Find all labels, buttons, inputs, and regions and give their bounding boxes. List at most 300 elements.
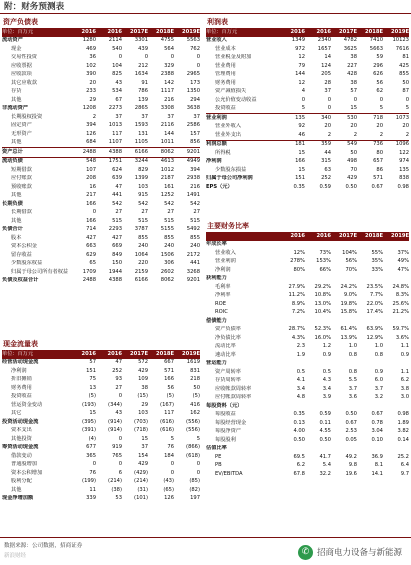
table-row bbox=[2, 367, 200, 376]
cell-value: 66% bbox=[319, 266, 331, 273]
cell-value: 27 bbox=[115, 209, 122, 216]
table-row bbox=[2, 418, 200, 427]
cell-value: 3787 bbox=[134, 226, 148, 233]
year-header: 2017E bbox=[122, 28, 148, 37]
year-header: 2019E bbox=[174, 28, 200, 37]
table-row bbox=[206, 428, 409, 437]
table-row bbox=[2, 260, 200, 269]
row-label: 每股收益 bbox=[215, 411, 236, 418]
cell-value: 59.7% bbox=[392, 326, 409, 333]
table-row bbox=[206, 343, 409, 352]
cell-value: 173 bbox=[190, 79, 200, 86]
cell-value: 28.7% bbox=[288, 326, 305, 333]
row-label: 获利能力 bbox=[206, 275, 227, 282]
cell-value: 8.1 bbox=[374, 462, 383, 469]
cell-value: 43 bbox=[115, 79, 122, 86]
table-row bbox=[2, 105, 200, 114]
row-label: 营业成本 bbox=[215, 45, 236, 52]
cell-value: 365 bbox=[86, 452, 96, 459]
cell-value: 6 bbox=[118, 469, 122, 476]
table-row bbox=[2, 88, 200, 97]
cell-value: 216 bbox=[164, 96, 174, 103]
cell-value: 1619 bbox=[186, 359, 200, 366]
cell-value: 24.2% bbox=[340, 283, 357, 290]
cell-value: 151 bbox=[86, 367, 96, 374]
cell-value: 217 bbox=[86, 192, 96, 199]
row-label: 净利率 bbox=[215, 292, 231, 299]
table-row bbox=[206, 334, 409, 343]
cell-value: 1105 bbox=[134, 139, 148, 146]
cell-value: 20 bbox=[402, 123, 409, 130]
cell-value bbox=[357, 275, 383, 284]
row-label: 投资收益 bbox=[11, 393, 32, 400]
cell-value: 218 bbox=[190, 376, 200, 383]
cell-value bbox=[331, 402, 357, 411]
cell-value: 0 bbox=[118, 461, 122, 468]
table-row bbox=[206, 158, 409, 167]
table-row bbox=[2, 495, 200, 504]
cell-value: 76 bbox=[89, 469, 96, 476]
cell-value: 677 bbox=[86, 444, 96, 451]
table-row bbox=[2, 486, 200, 495]
table-row bbox=[206, 62, 409, 71]
header-rule bbox=[0, 13, 411, 14]
cell-value: 4.00 bbox=[293, 428, 305, 435]
cell-value: 2602 bbox=[160, 268, 174, 275]
cell-value: 37 bbox=[141, 444, 148, 451]
row-label: 负债合计 bbox=[2, 226, 23, 233]
cell-value: (5) bbox=[192, 393, 200, 400]
cell-value: 8062 bbox=[160, 277, 174, 284]
row-label: 每股股利 bbox=[215, 436, 236, 443]
cell-value bbox=[357, 445, 383, 454]
cashflow-grid bbox=[2, 350, 200, 503]
cell-value: 0 bbox=[327, 96, 331, 103]
cell-value: 2488 bbox=[70, 148, 96, 158]
cell-value: 2 bbox=[405, 131, 409, 138]
row-label: 借款变动 bbox=[11, 452, 32, 459]
cell-value: 3.2 bbox=[374, 394, 383, 401]
cell-value: 6166 bbox=[122, 148, 148, 158]
cell-value: 340 bbox=[305, 114, 331, 123]
table-row bbox=[2, 54, 200, 63]
cell-value: (5) bbox=[88, 393, 96, 400]
cell-value: 9.8 bbox=[348, 462, 357, 469]
row-label: 股本 bbox=[11, 234, 22, 241]
cell-value: 3.6 bbox=[348, 394, 357, 401]
cell-value: 629 bbox=[86, 251, 96, 258]
row-label: 营业外收入 bbox=[215, 123, 241, 130]
cell-value: (5) bbox=[166, 393, 174, 400]
cell-value: 47% bbox=[397, 266, 409, 273]
cell-value: 718 bbox=[357, 114, 383, 123]
cell-value: 81 bbox=[402, 54, 409, 61]
cell-value: 498 bbox=[347, 158, 357, 165]
cell-value: 3.9 bbox=[322, 394, 331, 401]
cell-value: 736 bbox=[357, 140, 383, 149]
cell-value: 8062 bbox=[148, 148, 174, 158]
cell-value: 212 bbox=[138, 62, 148, 69]
row-label: 其他 bbox=[11, 192, 22, 199]
cell-value: 25.2 bbox=[397, 453, 409, 460]
cell-value: 4949 bbox=[174, 157, 200, 166]
table-row bbox=[206, 37, 409, 46]
cell-value: 849 bbox=[112, 251, 122, 258]
cell-value: 5663 bbox=[369, 45, 383, 52]
cell-value: (866) bbox=[186, 444, 200, 451]
row-label: 应收帐款周转率 bbox=[215, 385, 252, 392]
row-label: 其他 bbox=[11, 96, 22, 103]
cell-value: 157 bbox=[190, 130, 200, 137]
cell-value: 91 bbox=[141, 79, 148, 86]
cell-value: 6.0 bbox=[374, 377, 383, 384]
cell-value: 1012 bbox=[160, 166, 174, 173]
cell-value: 2172 bbox=[186, 251, 200, 258]
cell-value: 67.8 bbox=[293, 470, 305, 477]
row-label: 长期股权投资 bbox=[11, 113, 43, 120]
cell-value: 70 bbox=[350, 166, 357, 173]
cell-value: 109 bbox=[138, 376, 148, 383]
cell-value: 1117 bbox=[160, 88, 174, 95]
cell-value bbox=[305, 275, 331, 284]
year-header: 2018E bbox=[357, 28, 383, 37]
cell-value: 7616 bbox=[395, 45, 409, 52]
cell-value: 306 bbox=[164, 260, 174, 267]
year-header: 2018E bbox=[148, 28, 174, 37]
cell-value: 59 bbox=[376, 54, 383, 61]
cell-value: (618) bbox=[186, 452, 200, 459]
cell-value: 3244 bbox=[122, 157, 148, 166]
year-header: 2017E bbox=[331, 232, 357, 241]
cell-value: 8.3% bbox=[395, 292, 409, 299]
cell-value bbox=[331, 445, 357, 454]
row-label: 估值比率 bbox=[206, 445, 227, 452]
cell-value: 37% bbox=[397, 249, 409, 256]
cell-value: 126 bbox=[164, 495, 174, 502]
row-label: 每股经营现金 bbox=[215, 419, 247, 426]
cell-value: 67 bbox=[115, 96, 122, 103]
cell-value: 0 bbox=[353, 96, 357, 103]
cell-value: 166 bbox=[164, 376, 174, 383]
cell-value: 3638 bbox=[186, 105, 200, 112]
cell-value: 12% bbox=[293, 249, 305, 256]
cell-value: 154 bbox=[138, 452, 148, 459]
cell-value: 184 bbox=[164, 452, 174, 459]
cell-value: 2.53 bbox=[345, 428, 357, 435]
cell-value: 2340 bbox=[317, 37, 331, 44]
cell-value bbox=[279, 317, 305, 326]
table-row bbox=[2, 452, 200, 461]
cell-value: 1064 bbox=[134, 251, 148, 258]
cell-value: 855 bbox=[138, 234, 148, 241]
cell-value: 9201 bbox=[174, 148, 200, 158]
cell-value: 70% bbox=[345, 266, 357, 273]
cell-value: (616) bbox=[160, 427, 174, 434]
cell-value: 57 bbox=[89, 359, 96, 366]
cell-value bbox=[357, 317, 383, 326]
cell-value: 50 bbox=[350, 149, 357, 156]
cell-value: 153% bbox=[316, 258, 331, 265]
row-label: 长期负债 bbox=[2, 200, 23, 207]
table-row bbox=[206, 166, 409, 175]
cell-value: 1.0 bbox=[348, 343, 357, 350]
table-row bbox=[206, 258, 409, 267]
row-label: 流动比率 bbox=[215, 343, 236, 350]
row-label: 固定资产 bbox=[11, 122, 32, 129]
cell-value: 0.59 bbox=[319, 183, 331, 190]
table-row bbox=[2, 277, 200, 286]
table-row bbox=[206, 453, 409, 462]
corner-watermark: 新浪财经 bbox=[4, 553, 27, 559]
table-row bbox=[206, 436, 409, 445]
cell-value: 972 bbox=[295, 45, 305, 52]
cell-value: 0.8 bbox=[348, 368, 357, 375]
header-row bbox=[206, 28, 409, 37]
table-row bbox=[2, 37, 200, 46]
row-label: PB bbox=[215, 462, 222, 469]
table-row bbox=[206, 317, 409, 326]
cell-value: 0.11 bbox=[319, 419, 331, 426]
row-label: 资产负债率 bbox=[215, 326, 241, 333]
cell-value: 0.05 bbox=[345, 436, 357, 443]
cell-value: 240 bbox=[190, 243, 200, 250]
table-row bbox=[206, 149, 409, 158]
cell-value: 15 bbox=[298, 166, 305, 173]
balance-sheet-table bbox=[2, 16, 200, 285]
cell-value: 0.98 bbox=[397, 183, 409, 190]
cell-value: 4.8 bbox=[296, 394, 305, 401]
cell-value: 29 bbox=[89, 96, 96, 103]
cell-value: 1634 bbox=[134, 71, 148, 78]
row-label: 其他 bbox=[11, 486, 22, 493]
year-header: 2019E bbox=[383, 28, 409, 37]
cell-value bbox=[279, 275, 305, 284]
cell-value: 65 bbox=[89, 260, 96, 267]
cell-value: 12 bbox=[298, 79, 305, 86]
cell-value: 10.8% bbox=[314, 292, 331, 299]
row-label: 管理费用 bbox=[215, 71, 236, 78]
cell-value: 1657 bbox=[317, 45, 331, 52]
cell-value: 57 bbox=[350, 88, 357, 95]
cell-value bbox=[383, 241, 409, 250]
cell-value: 16.0% bbox=[314, 334, 331, 341]
cell-value: 856 bbox=[190, 139, 200, 146]
cell-value bbox=[357, 402, 383, 411]
cell-value: 0.13 bbox=[293, 419, 305, 426]
cell-value: (193) bbox=[82, 401, 96, 408]
cell-value: 220 bbox=[138, 260, 148, 267]
cell-value: 10123 bbox=[392, 37, 409, 44]
year-header: 2017E bbox=[122, 350, 148, 359]
cell-value: 825 bbox=[112, 71, 122, 78]
row-label: 筹资活动现金流 bbox=[2, 444, 39, 451]
cell-value: 6.4 bbox=[400, 462, 409, 469]
cell-value: 0.5 bbox=[322, 368, 331, 375]
table-row bbox=[2, 268, 200, 277]
cell-value: 32.2 bbox=[319, 470, 331, 477]
cell-value: 394 bbox=[86, 122, 96, 129]
cell-value: 0 bbox=[118, 54, 122, 61]
cell-value: 3.8 bbox=[400, 385, 409, 392]
cell-value: 52.3% bbox=[314, 326, 331, 333]
cell-value bbox=[305, 445, 331, 454]
cell-value: 669 bbox=[112, 243, 122, 250]
cell-value: 855 bbox=[164, 234, 174, 241]
cell-value: 41.7 bbox=[319, 453, 331, 460]
row-label: 应收票据 bbox=[11, 62, 32, 69]
cell-value: 50 bbox=[193, 384, 200, 391]
cell-value: 22.0% bbox=[366, 300, 383, 307]
cell-value: 3308 bbox=[160, 105, 174, 112]
cell-value bbox=[383, 275, 409, 284]
table-row bbox=[206, 419, 409, 428]
cell-value: 1.89 bbox=[397, 419, 409, 426]
cell-value: 3268 bbox=[186, 268, 200, 275]
cell-value: 5 bbox=[301, 105, 305, 112]
cell-value bbox=[357, 241, 383, 250]
table-row bbox=[2, 45, 200, 54]
cell-value: 0 bbox=[170, 469, 174, 476]
cell-value: 1280 bbox=[82, 37, 96, 44]
cell-value: 227 bbox=[347, 62, 357, 69]
unit-label: 单位：百万元 bbox=[2, 28, 70, 37]
cell-value: (395) bbox=[82, 418, 96, 425]
cell-value: 21.2% bbox=[392, 309, 409, 316]
row-label: 归属于母公司所有者权益 bbox=[11, 268, 69, 275]
cell-value: 10.4% bbox=[314, 309, 331, 316]
cell-value: 1593 bbox=[134, 122, 148, 129]
cell-value: 3.4 bbox=[322, 385, 331, 392]
cell-value: 2293 bbox=[108, 226, 122, 233]
cell-value: 2116 bbox=[160, 122, 174, 129]
cell-value: 0 bbox=[327, 105, 331, 112]
cell-value: 0.9 bbox=[322, 351, 331, 358]
cell-value: 205 bbox=[321, 71, 331, 78]
cell-value: 161 bbox=[164, 183, 174, 190]
cell-value: 144 bbox=[295, 71, 305, 78]
row-label: 留存收益 bbox=[11, 251, 32, 258]
cell-value: 542 bbox=[190, 200, 200, 207]
cell-value: 4.3% bbox=[291, 334, 305, 341]
row-label: 所得税 bbox=[215, 149, 231, 156]
cell-value: 79 bbox=[298, 62, 305, 69]
cell-value: 12.9% bbox=[366, 334, 383, 341]
cell-value: 16 bbox=[89, 183, 96, 190]
footer-rule bbox=[0, 537, 411, 538]
year-header: 2016 bbox=[305, 28, 331, 37]
cell-value: 252 bbox=[112, 367, 122, 374]
cell-value: 197 bbox=[190, 495, 200, 502]
cell-value: 540 bbox=[112, 45, 122, 52]
header-row bbox=[206, 232, 409, 241]
cell-value: 2 bbox=[92, 113, 96, 120]
cell-value: 2388 bbox=[160, 71, 174, 78]
row-label: 短期借款 bbox=[11, 166, 32, 173]
cell-value: (167) bbox=[160, 401, 174, 408]
cell-value: 4 bbox=[301, 88, 305, 95]
cell-value: 1.1 bbox=[400, 343, 409, 350]
cell-value: 1.0 bbox=[374, 343, 383, 350]
cell-value: 28 bbox=[324, 79, 331, 86]
cell-value: 3.0 bbox=[400, 394, 409, 401]
row-label: 应付账款 bbox=[11, 175, 32, 182]
cell-value bbox=[305, 402, 331, 411]
cell-value: 4388 bbox=[96, 148, 122, 158]
cell-value: 829 bbox=[138, 166, 148, 173]
header-row bbox=[2, 28, 200, 37]
table-row bbox=[2, 234, 200, 243]
cell-value: 0 bbox=[170, 461, 174, 468]
cell-value: 2.3 bbox=[296, 343, 305, 350]
cell-value bbox=[383, 360, 409, 369]
cell-value: 0.98 bbox=[397, 411, 409, 418]
row-label: 营业利润 bbox=[215, 258, 236, 265]
cell-value: (616) bbox=[160, 418, 174, 425]
cell-value: 37 bbox=[141, 113, 148, 120]
cell-value: 0.78 bbox=[371, 419, 383, 426]
row-label: 无形资产 bbox=[11, 130, 32, 137]
table-row bbox=[206, 445, 409, 454]
cell-value: 9.7 bbox=[400, 470, 409, 477]
financial-ratios-table bbox=[206, 220, 409, 479]
year-header: 2019E bbox=[174, 350, 200, 359]
cell-value: 0.50 bbox=[319, 436, 331, 443]
cell-value bbox=[279, 360, 305, 369]
cell-value: 20 bbox=[376, 123, 383, 130]
year-header: 2018E bbox=[357, 232, 383, 241]
cell-value: 762 bbox=[190, 45, 200, 52]
cell-value: 27 bbox=[167, 209, 174, 216]
cell-value: 0.35 bbox=[293, 183, 305, 190]
cell-value: 142 bbox=[164, 79, 174, 86]
cell-value: 1011 bbox=[160, 139, 174, 146]
row-label: 现金净增加额 bbox=[2, 495, 34, 502]
table-row bbox=[206, 394, 409, 403]
row-label: 营运资金变动 bbox=[11, 401, 43, 408]
cell-value bbox=[279, 402, 305, 411]
cell-value: (391) bbox=[82, 427, 96, 434]
cell-value: 4388 bbox=[108, 277, 122, 284]
cell-value: 2 bbox=[353, 131, 357, 138]
table-row bbox=[206, 360, 409, 369]
cell-value: 20 bbox=[89, 79, 96, 86]
cell-value: 3.04 bbox=[371, 428, 383, 435]
cell-value: 0.8 bbox=[374, 351, 383, 358]
cell-value: 1944 bbox=[108, 268, 122, 275]
watermark-text: 招商电力设备与新能源 bbox=[316, 548, 402, 558]
year-header: 2016 bbox=[96, 28, 122, 37]
cell-value: 11 bbox=[89, 486, 96, 493]
row-label: EPS（元） bbox=[206, 183, 233, 190]
table-row bbox=[2, 192, 200, 201]
cell-value: 571 bbox=[373, 175, 383, 182]
table-row bbox=[2, 469, 200, 478]
cell-value: 56 bbox=[376, 79, 383, 86]
cell-value: (82) bbox=[189, 486, 200, 493]
cell-value: 515 bbox=[190, 217, 200, 224]
cell-value bbox=[305, 360, 331, 369]
income-title: 利润表 bbox=[207, 18, 228, 26]
cell-value: 0 bbox=[170, 54, 174, 61]
cell-value: 429 bbox=[138, 367, 148, 374]
cell-value: 1350 bbox=[186, 88, 200, 95]
row-label: 长期借款 bbox=[11, 209, 32, 216]
table-row bbox=[2, 71, 200, 80]
cell-value: (214) bbox=[134, 478, 148, 485]
cell-value: 73% bbox=[319, 249, 331, 256]
cell-value: 5155 bbox=[160, 226, 174, 233]
cell-value: 37 bbox=[167, 113, 174, 120]
